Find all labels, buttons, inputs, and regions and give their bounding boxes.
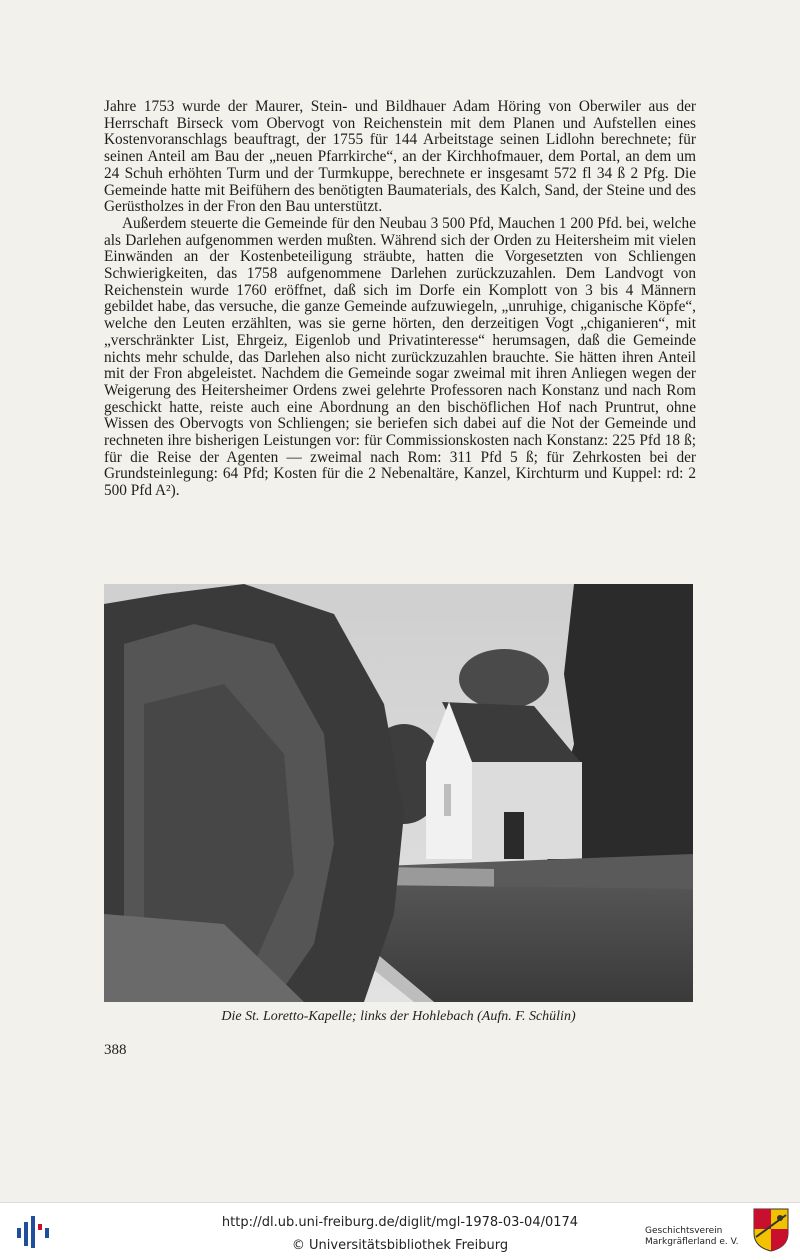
body-text bbox=[104, 99, 696, 500]
paragraph-1: Jahre 1753 wurde der Maurer, Stein- und Bildhauer Adam Höring von Oberwiler aus der Herrschaft Birseck vom Obervogt von Reichenstein mit dem Planen und Aufstellen eines Kostenvoranschlags beauftragt, der 1755 für 144 Arbeitstage seinen Lidlohn berechnete; für seinen Anteil am Bau der „neuen Pfarrkirche“, an der Kirchhofmauer, dem Portal, an dem um 24 Schuh erhöhten Turm und der Turmkuppe, berechnete er insgesamt 572 fl 34 ß 2 Pfg. Die Gemeinde hatte mit Beifühern des benötigten Baumaterials, des Kalch, Sand, der Steine und des Gerüstholzes in der Fron den Bau unterstützt. bbox=[104, 98, 696, 216]
footer-url-link[interactable]: http://dl.ub.uni-freiburg.de/diglit/mgl-1978-03-04/0174 bbox=[221, 1215, 579, 1230]
society-name bbox=[645, 1226, 755, 1248]
page-number: 388 bbox=[104, 1042, 127, 1058]
society-line-1: Geschichtsverein bbox=[645, 1226, 723, 1236]
figure-caption: Die St. Loretto-Kapelle; links der Hohlebach (Aufn. F. Schülin) bbox=[221, 1009, 576, 1024]
paragraph-2: Außerdem steuerte die Gemeinde für den Neubau 3 500 Pfd, Mauchen 1 200 Pfd. bei, welche als Darlehen aufgenommen werden mußten. Während sich der Orden zu Heitersheim mit vielen Einwänden an der Kostenbeteiligung sträubte, hatten die Vorgesetzten von Schliengen Schwierigkeiten, das 1758 aufgenommene Darlehen zurückzuzahlen. Dem Landvogt von Reichenstein wurde 1760 eröffnet, daß sich im Dorfe ein Komplott von 3 bis 4 Männern gebildet habe, das versuche, die ganze Gemeinde aufzuwiegeln, „unruhige, chiganische Köpfe“, welche den Leuten erzählten, was sie gerne hörten, den derzeitigen Vogt „chiganieren“, mit „verschränkter List, Ehrgeiz, Eigenlob und Privatinteresse“ herumsagen, daß die Gemeinde nichts mehr schulde, das Darlehen also nicht zurückzuzahlen brauchte. Sie hätten ihren Anteil mit der Fron abgeleistet. Nachdem die Gemeinde sogar zweimal mit ihren Anliegen wegen der Weigerung des Heitersheimer Ordens zwei gelehrte Professoren nach Konstanz und nach Rom geschickt hatte, reiste auch eine Abordnung an den bischöflichen Hof nach Pruntrut, ohne Wissen des Obervogts von Schliengen; sie beriefen sich dabei auf die Not der Gemeinde und rechneten ihre bisherigen Leistungen vor: für Commissionskosten nach Konstanz: 225 Pfd 18 ß; für die Reise der Agenten — zweimal nach Rom: 311 Pfd 5 ß; für Zehrkosten bei der Grundsteinlegung: 64 Pfd; Kosten für die 2 Nebenaltäre, Kanzel, Kirchturm und Kuppel: rd: 2 500 Pfd A²). bbox=[104, 214, 696, 500]
footer-copyright: © Universitätsbibliothek Freiburg bbox=[291, 1238, 509, 1253]
chapel-photo bbox=[104, 584, 693, 1002]
society-crest-icon[interactable] bbox=[752, 1207, 790, 1253]
society-line-2: Markgräflerland e. V. bbox=[645, 1237, 739, 1247]
